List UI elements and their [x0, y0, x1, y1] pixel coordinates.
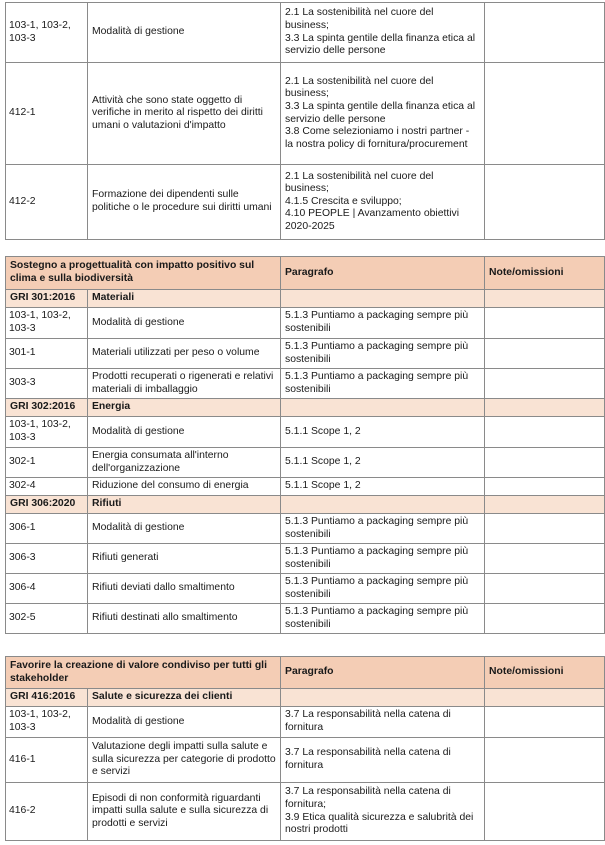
gri-group-row	[6, 399, 605, 417]
table-row	[6, 574, 605, 604]
gri-code: 412-1	[6, 63, 88, 165]
paragraph-line: 3.9 Etica qualità sicurezza e salubrità dei nostri prodotti	[285, 811, 474, 836]
gri-group-row	[6, 290, 605, 308]
paragraph-ref: 5.1.3 Puntiamo a packaging sempre più sostenibili	[281, 574, 485, 604]
table-row	[6, 783, 605, 841]
table-row	[6, 369, 605, 399]
disclosure-description: Prodotti recuperati o rigenerati e relativi materiali di imballaggio	[88, 369, 281, 399]
column-header-paragrafo: Paragrafo	[281, 657, 485, 689]
gri-code: 416-1	[6, 738, 88, 783]
gri-group-row	[6, 689, 605, 707]
paragraph-line: 3.3 La spinta gentile della finanza etica al servizio delle persone	[285, 32, 476, 57]
table-row	[6, 308, 605, 339]
table-header-row	[6, 657, 605, 689]
table-header-row	[6, 257, 605, 290]
table-title: Sostegno a progettualità con impatto positivo sul clima e sulla biodiversità	[6, 257, 281, 290]
disclosure-description: Materiali utilizzati per peso o volume	[88, 339, 281, 369]
gri-topic: Salute e sicurezza dei clienti	[88, 689, 281, 707]
note-cell	[485, 783, 605, 841]
gri-standard: GRI 301:2016	[6, 290, 88, 308]
gri-standard: GRI 302:2016	[6, 399, 88, 417]
gri-topic: Materiali	[88, 290, 281, 308]
gri-table-human-rights	[5, 2, 605, 240]
paragraph-line: 3.3 La spinta gentile della finanza etica al servizio delle persone	[285, 100, 476, 125]
note-cell	[485, 574, 605, 604]
gri-code: 103-1, 103-2, 103-3	[6, 707, 88, 738]
note-cell	[485, 738, 605, 783]
disclosure-description: Riduzione del consumo di energia	[88, 478, 281, 496]
paragraph-ref	[281, 3, 485, 63]
note-cell	[485, 448, 605, 478]
table-row	[6, 448, 605, 478]
table-row	[6, 707, 605, 738]
disclosure-description: Modalità di gestione	[88, 707, 281, 738]
disclosure-description: Energia consumata all'interno dell'organizzazione	[88, 448, 281, 478]
paragraph-ref: 5.1.1 Scope 1, 2	[281, 417, 485, 448]
gri-code: 306-1	[6, 514, 88, 544]
column-header-note: Note/omissioni	[485, 657, 605, 689]
note-cell	[485, 308, 605, 339]
disclosure-description: Rifiuti destinati allo smaltimento	[88, 604, 281, 634]
paragraph-line: 2.1 La sostenibilità nel cuore del business;	[285, 7, 434, 31]
paragraph-line: 2.1 La sostenibilità nel cuore del business;	[285, 75, 434, 100]
paragraph-ref: 5.1.1 Scope 1, 2	[281, 448, 485, 478]
paragraph-line: 2.1 La sostenibilità nel cuore del business;	[285, 170, 434, 195]
paragraph-ref: 5.1.3 Puntiamo a packaging sempre più sostenibili	[281, 369, 485, 399]
paragraph-ref: 3.7 La responsabilità nella catena di fornitura	[281, 707, 485, 738]
disclosure-description: Modalità di gestione	[88, 514, 281, 544]
paragraph-line: 3.8 Come selezioniamo i nostri partner - la nostra policy di fornitura/procurement	[285, 126, 470, 150]
paragraph-ref: 5.1.3 Puntiamo a packaging sempre più sostenibili	[281, 308, 485, 339]
paragraph-ref: 5.1.3 Puntiamo a packaging sempre più sostenibili	[281, 514, 485, 544]
table-title: Favorire la creazione di valore condiviso per tutti gli stakeholder	[6, 657, 281, 689]
paragraph-ref: 3.7 La responsabilità nella catena di fornitura	[281, 738, 485, 783]
note-cell	[485, 604, 605, 634]
gri-standard: GRI 306:2020	[6, 496, 88, 514]
paragraph-line: 4.10 PEOPLE | Avanzamento obiettivi 2020-2025	[285, 208, 460, 232]
gri-table-shared-value	[5, 656, 605, 841]
note-cell	[485, 707, 605, 738]
paragraph-ref: 5.1.3 Puntiamo a packaging sempre più sostenibili	[281, 604, 485, 634]
note-cell	[485, 478, 605, 496]
table-row	[6, 165, 605, 240]
paragraph-ref	[281, 783, 485, 841]
paragraph-line: 4.1.5 Crescita e sviluppo;	[285, 195, 402, 207]
gri-code: 103-1, 103-2, 103-3	[6, 417, 88, 448]
gri-standard: GRI 416:2016	[6, 689, 88, 707]
table-row	[6, 514, 605, 544]
gri-group-row	[6, 496, 605, 514]
gri-code: 302-5	[6, 604, 88, 634]
note-cell	[485, 165, 605, 240]
disclosure-description: Valutazione degli impatti sulla salute e sulla sicurezza per categorie di prodotto e servizi	[88, 738, 281, 783]
disclosure-description: Episodi di non conformità riguardanti impatti sulla salute e sulla sicurezza di prodotti e servizi	[88, 783, 281, 841]
gri-code: 303-3	[6, 369, 88, 399]
note-cell	[485, 417, 605, 448]
table-row	[6, 544, 605, 574]
disclosure-description: Formazione dei dipendenti sulle politiche o le procedure sui diritti umani	[88, 165, 281, 240]
table-row	[6, 63, 605, 165]
note-cell	[485, 63, 605, 165]
disclosure-description: Modalità di gestione	[88, 308, 281, 339]
table-row	[6, 339, 605, 369]
note-cell	[485, 369, 605, 399]
note-cell	[485, 3, 605, 63]
gri-code: 306-3	[6, 544, 88, 574]
paragraph-ref: 5.1.1 Scope 1, 2	[281, 478, 485, 496]
note-cell	[485, 514, 605, 544]
table-row	[6, 417, 605, 448]
gri-code: 302-1	[6, 448, 88, 478]
disclosure-description: Modalità di gestione	[88, 417, 281, 448]
gri-code: 416-2	[6, 783, 88, 841]
paragraph-ref	[281, 165, 485, 240]
gri-code: 103-1, 103-2, 103-3	[6, 3, 88, 63]
gri-code: 412-2	[6, 165, 88, 240]
table-row	[6, 604, 605, 634]
gri-topic: Energia	[88, 399, 281, 417]
paragraph-line: 3.7 La responsabilità nella catena di fornitura;	[285, 786, 451, 810]
table-row	[6, 3, 605, 63]
gri-table-climate-biodiversity	[5, 256, 605, 634]
column-header-note: Note/omissioni	[485, 257, 605, 290]
paragraph-ref: 5.1.3 Puntiamo a packaging sempre più sostenibili	[281, 544, 485, 574]
paragraph-ref: 5.1.3 Puntiamo a packaging sempre più sostenibili	[281, 339, 485, 369]
gri-code: 306-4	[6, 574, 88, 604]
paragraph-ref	[281, 63, 485, 165]
note-cell	[485, 339, 605, 369]
table-row	[6, 478, 605, 496]
disclosure-description: Attività che sono state oggetto di verifiche in merito al rispetto dei diritti umani o valutazioni d'impatto	[88, 63, 281, 165]
gri-code: 301-1	[6, 339, 88, 369]
disclosure-description: Modalità di gestione	[88, 3, 281, 63]
disclosure-description: Rifiuti deviati dallo smaltimento	[88, 574, 281, 604]
column-header-paragrafo: Paragrafo	[281, 257, 485, 290]
gri-code: 103-1, 103-2, 103-3	[6, 308, 88, 339]
disclosure-description: Rifiuti generati	[88, 544, 281, 574]
table-row	[6, 738, 605, 783]
note-cell	[485, 544, 605, 574]
gri-code: 302-4	[6, 478, 88, 496]
gri-topic: Rifiuti	[88, 496, 281, 514]
